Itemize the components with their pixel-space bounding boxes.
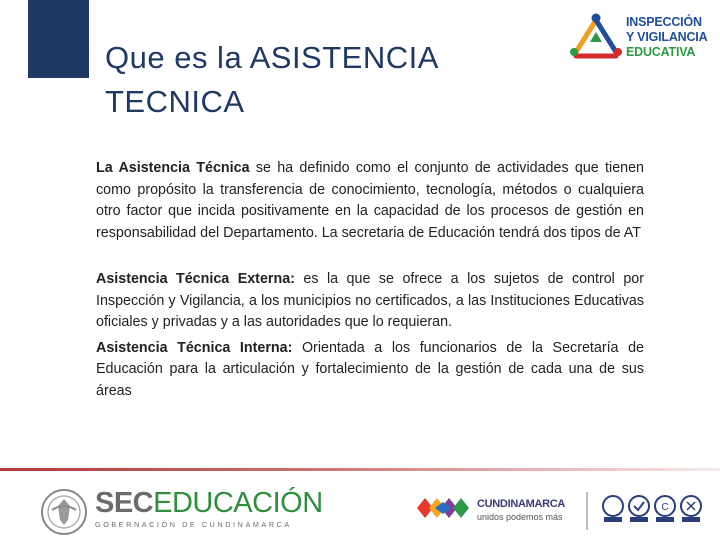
paragraph-external-lead: Asistencia Técnica Externa:	[96, 271, 295, 287]
paragraph-internal	[96, 338, 644, 403]
logo-line1: INSPECCIÓN	[626, 15, 702, 29]
slide-title	[105, 36, 439, 124]
cundinamarca-slogan: unidos podemos más	[477, 512, 563, 522]
cundinamarca-name: CUNDINAMARCA	[477, 498, 566, 510]
footer-separator	[586, 492, 588, 530]
paragraph-internal-lead: Asistencia Técnica Interna:	[96, 339, 293, 356]
sec-part: SEC	[95, 487, 154, 519]
inspeccion-vigilancia-logo	[568, 12, 708, 64]
seceducacion-logo	[95, 487, 323, 534]
footer-divider	[0, 468, 720, 471]
certification-seal-icon-3	[652, 494, 678, 524]
svg-text:C: C	[661, 502, 669, 513]
certification-seal-icon-2	[626, 494, 652, 524]
slide-title-line1: Que es la ASISTENCIA	[105, 40, 439, 75]
logo-line2: Y VIGILANCIA	[626, 30, 708, 44]
header-accent-block	[28, 0, 89, 78]
triangle-people-icon	[568, 12, 624, 64]
gobernacion-subtitle: GOBERNACIÓN DE CUNDINAMARCA	[95, 520, 292, 529]
logo-line3: EDUCATIVA	[626, 45, 696, 59]
paragraph-definition-lead: La Asistencia Técnica	[96, 160, 250, 176]
certification-seal-icon-4	[678, 494, 704, 524]
paragraph-definition	[96, 158, 644, 244]
inspeccion-logo-text	[626, 15, 707, 60]
cundinamarca-pattern-icon	[415, 490, 473, 526]
cundinamarca-logo	[415, 490, 575, 530]
paragraph-external-text: es la que se ofrece a los sujetos de control por Inspección y Vigilancia, a los municipios no certificados, a las Instituciones Educativas oficiales y privadas y a las autoridades que lo requieran.	[96, 271, 644, 330]
seceducacion-wordmark	[95, 487, 323, 519]
body-text	[96, 158, 644, 402]
educacion-part: EDUCACIÓN	[153, 487, 323, 519]
paragraph-definition-text: se ha definido como el conjunto de actividades que tienen como propósito la transferencia de conocimiento, tecnología, métodos o cualquiera otro factor que incida positivamente en la capacidad de los procesos de gestión en responsabilidad del Departamento. La secretaria de Educación tendrá dos tipos de AT	[96, 160, 644, 241]
slide-title-line2: TECNICA	[105, 84, 245, 119]
certification-seal-icon-1	[600, 494, 626, 524]
paragraph-internal-text: Orientada a los funcionarios de la Secretaría de Educación para la articulación y fortalecimiento de la gestión de cada una de sus áreas	[96, 339, 644, 399]
coat-of-arms-icon	[40, 488, 88, 536]
paragraph-external	[96, 269, 644, 334]
